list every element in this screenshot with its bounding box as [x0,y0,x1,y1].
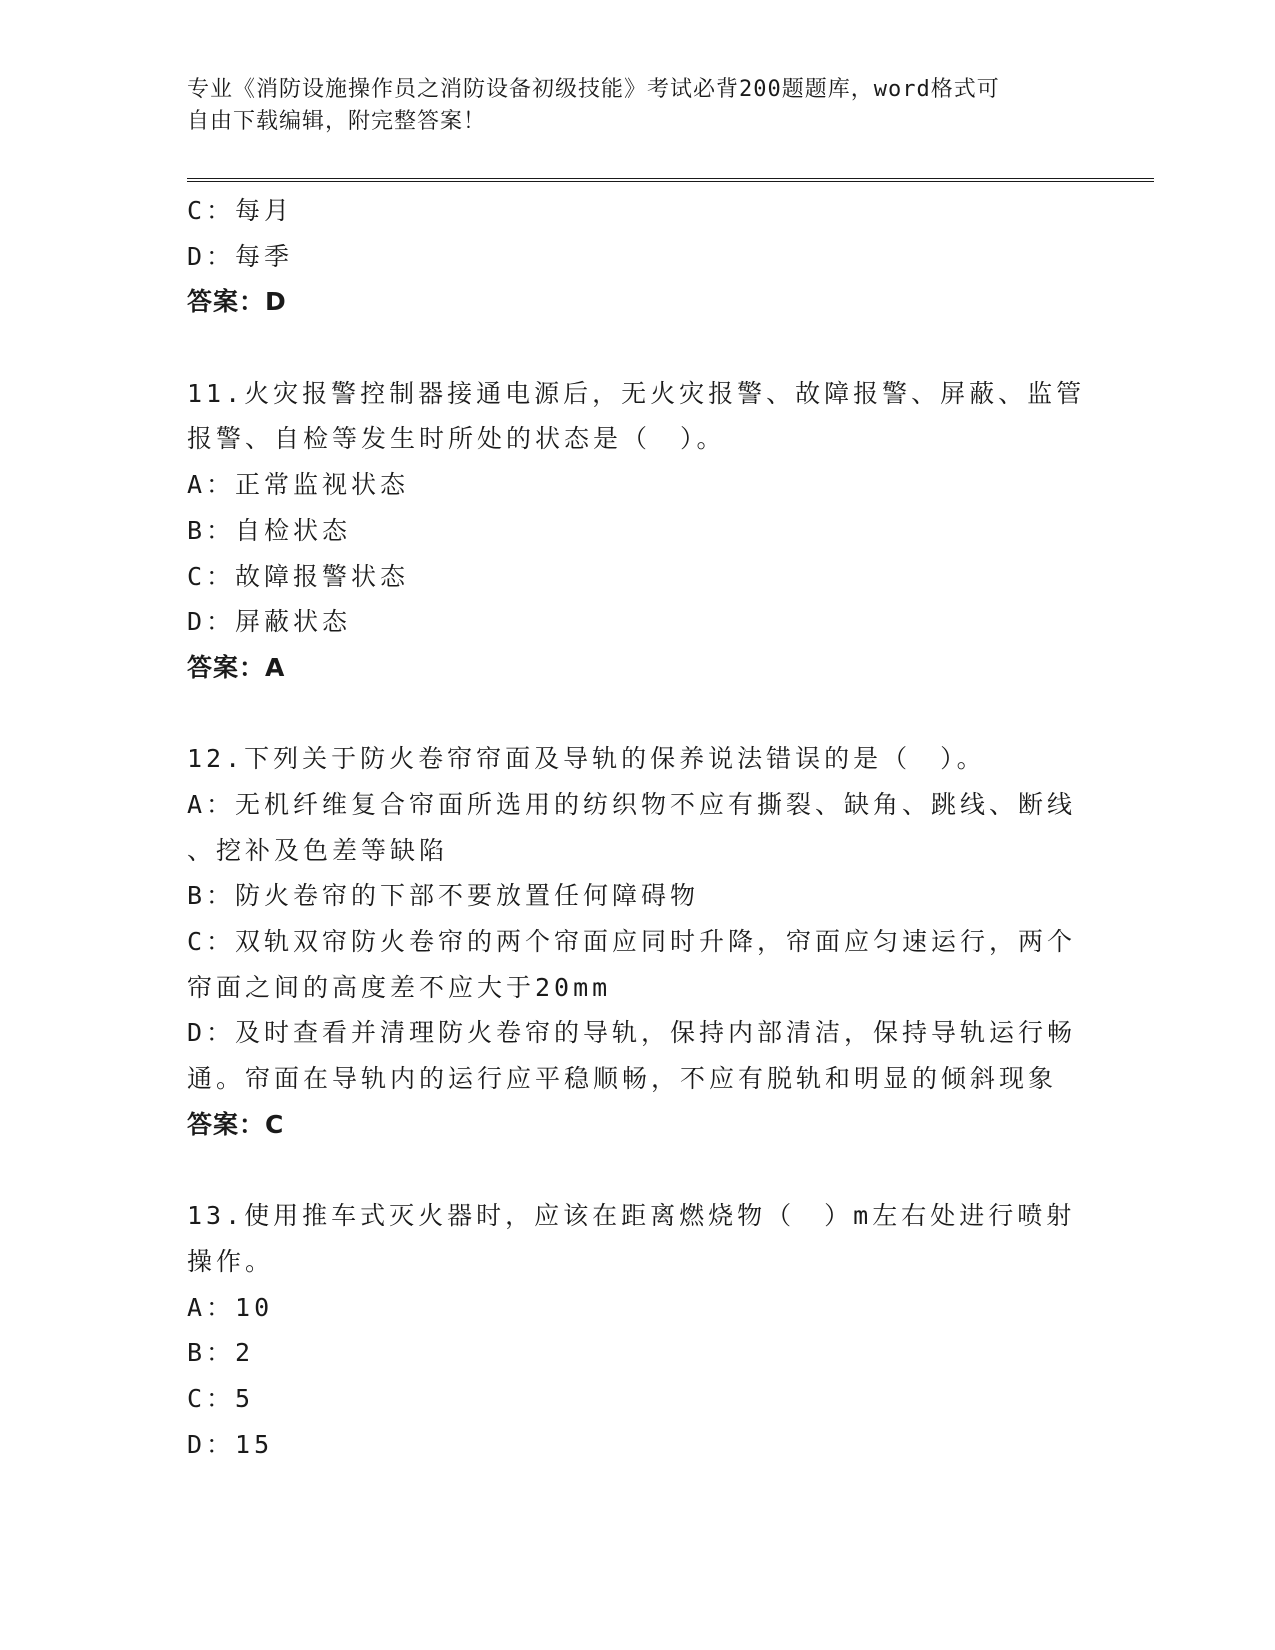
option-a-continued: 、挖补及色差等缺陷 [187,835,449,865]
document-header [187,74,1067,138]
spacer [187,691,1087,737]
header-line-1: 专业《消防设施操作员之消防设备初级技能》考试必背200题题库，word格式可 [187,77,1000,102]
option-d: D：屏蔽状态 [187,607,352,637]
spacer [187,325,1087,371]
question-stem: 11.火灾报警控制器接通电源后，无火灾报警、故障报警、屏蔽、监管 [187,378,1086,408]
question-stem: 12.下列关于防火卷帘帘面及导轨的保养说法错误的是（ ）。 [187,744,986,774]
option-d: D：15 [187,1429,274,1459]
option-a: A：正常监视状态 [187,470,410,500]
question-list [187,188,1087,1467]
question-stem: 操作。 [187,1246,275,1276]
answer: 答案：C [187,1109,285,1139]
option-a: A：无机纤维复合帘面所选用的纺织物不应有撕裂、缺角、跳线、断线 [187,789,1077,819]
option-b: B：防火卷帘的下部不要放置任何障碍物 [187,881,700,911]
question-13 [187,1193,1087,1467]
option-d-continued: 通。帘面在导轨内的运行应平稳顺畅，不应有脱轨和明显的倾斜现象 [187,1064,1058,1094]
option-b: B：自检状态 [187,515,352,545]
question-11 [187,371,1087,691]
question-12 [187,736,1087,1147]
question-10-tail [187,188,1087,325]
option-c: C：故障报警状态 [187,561,410,591]
option-c-continued: 帘面之间的高度差不应大于20mm [187,972,612,1002]
header-line-2: 自由下载编辑，附完整答案！ [187,109,487,134]
option-d: D：及时查看并清理防火卷帘的导轨，保持内部清洁，保持导轨运行畅 [187,1018,1077,1048]
option-d: D：每季 [187,241,294,271]
option-c: C：5 [187,1383,255,1413]
header-divider-top [187,178,1154,179]
header-divider-bottom [187,181,1154,182]
option-b: B：2 [187,1338,255,1368]
option-a: A：10 [187,1292,274,1322]
answer: 答案：A [187,652,286,682]
answer: 答案：D [187,287,287,317]
option-c: C：双轨双帘防火卷帘的两个帘面应同时升降，帘面应匀速运行，两个 [187,927,1077,956]
question-stem: 13.使用推车式灭火器时，应该在距离燃烧物（ ）m左右处进行喷射 [187,1201,1076,1231]
option-c: C：每月 [187,196,294,225]
question-stem: 报警、自检等发生时所处的状态是（ ）。 [187,424,726,454]
spacer [187,1147,1087,1193]
